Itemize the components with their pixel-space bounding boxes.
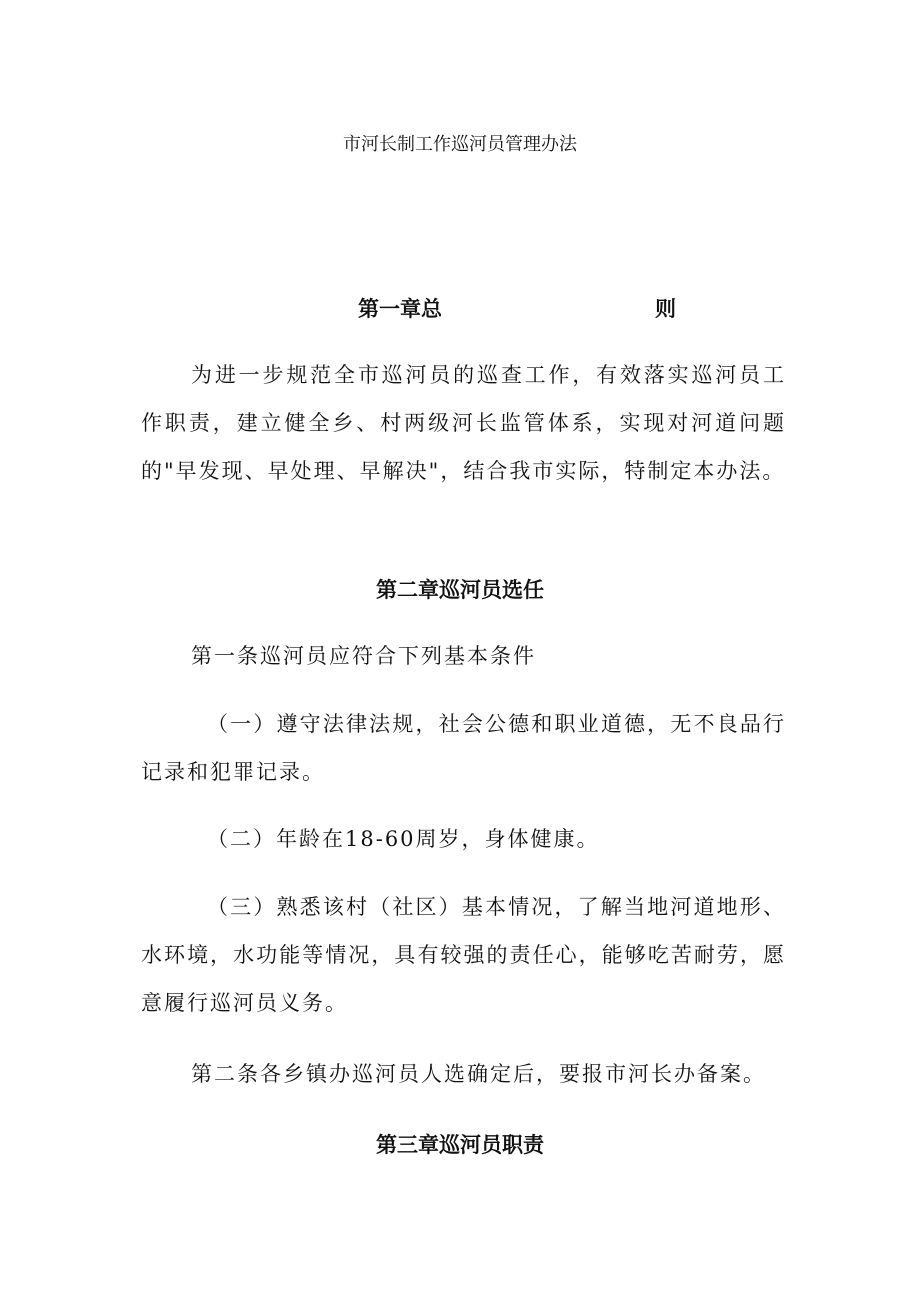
chapter1-intro-paragraph: 为进一步规范全市巡河员的巡查工作，有效落实巡河员工作职责，建立健全乡、村两级河长监管体系，实现对河道问题的"早发现、早处理、早解决"，结合我市实际，特制定本办法。 [141, 363, 786, 483]
article2-paragraph: 第二条各乡镇办巡河员人选确定后，要报市河长办备案。 [191, 1062, 766, 1086]
condition1-paragraph: （一）遵守法律法规，社会公德和职业道德，无不良品行记录和犯罪记录。 [141, 712, 786, 784]
chapter1-heading-part2: 则 [655, 297, 676, 321]
article1-paragraph: 第一条巡河员应符合下列基本条件 [191, 644, 536, 668]
chapter3-heading: 第三章巡河员职责 [376, 1133, 544, 1157]
chapter2-heading: 第二章巡河员选任 [376, 578, 544, 602]
document-title: 市河长制工作巡河员管理办法 [343, 134, 577, 155]
condition3-paragraph: （三）熟悉该村（社区）基本情况，了解当地河道地形、水环境，水功能等情况，具有较强的责任心，能够吃苦耐劳，愿意履行巡河员义务。 [141, 895, 786, 1015]
chapter1-heading-part1: 第一章总 [358, 297, 442, 321]
condition2-paragraph: （二）年龄在18-60周岁，身体健康。 [207, 827, 600, 851]
